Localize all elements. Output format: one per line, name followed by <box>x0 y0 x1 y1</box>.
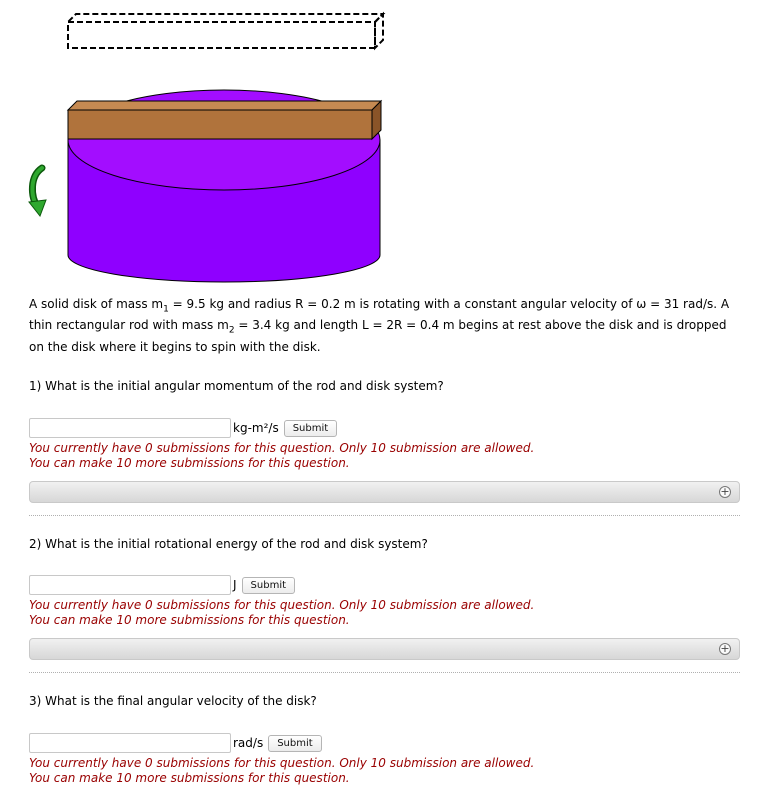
problem-statement <box>29 296 741 355</box>
physics-figure <box>0 0 761 290</box>
question-1-notice-line2: You can make 10 more submissions for this question. <box>29 456 350 470</box>
question-1-answer-input[interactable] <box>29 418 231 438</box>
dashed-rod-outline <box>68 14 383 48</box>
question-3-notice-line1: You currently have 0 submissions for this question. Only 10 submission are allowed. <box>29 756 535 770</box>
question-3-notice <box>29 756 534 786</box>
subscript-2: 2 <box>228 325 235 336</box>
plus-circle-icon[interactable]: + <box>720 642 730 655</box>
question-2-answer-row <box>29 574 295 596</box>
question-2-submit-button[interactable]: Submit <box>242 577 295 594</box>
question-2-notice-line2: You can make 10 more submissions for this question. <box>29 613 350 627</box>
question-1-prompt: 1) What is the initial angular momentum of the rod and disk system? <box>29 379 444 393</box>
question-3-answer-input[interactable] <box>29 733 231 753</box>
wooden-rod <box>68 101 381 139</box>
question-2-unit: J <box>233 578 237 592</box>
question-3-unit: rad/s <box>233 736 264 750</box>
question-2-prompt: 2) What is the initial rotational energy of the rod and disk system? <box>29 537 428 551</box>
rotation-arrow-icon <box>29 168 46 216</box>
question-2-notice <box>29 598 534 628</box>
problem-text-b: = 9.5 kg and radius R = 0.2 m is rotating with a constant angular velocity of ω = 31 rad/s. A thin rectangular rod with mass m <box>29 297 730 333</box>
problem-text-c: = 3.4 kg and length L = 2R = 0.4 m begins at rest above the disk and is dropped on the disk where it begins to spin with the disk. <box>29 318 727 354</box>
question-2-notice-line1: You currently have 0 submissions for this question. Only 10 submission are allowed. <box>29 598 535 612</box>
question-3-prompt: 3) What is the final angular velocity of the disk? <box>29 694 317 708</box>
question-1-notice-line1: You currently have 0 submissions for this question. Only 10 submission are allowed. <box>29 441 535 455</box>
divider <box>29 515 740 516</box>
question-1-answer-row <box>29 417 337 439</box>
question-1-notice <box>29 441 534 471</box>
question-3-answer-row <box>29 732 322 754</box>
question-1-hint-bar[interactable] <box>29 481 740 503</box>
question-3-notice-line2: You can make 10 more submissions for this question. <box>29 771 350 785</box>
question-3-submit-button[interactable]: Submit <box>268 735 321 752</box>
divider <box>29 672 740 673</box>
question-1-unit: kg-m²/s <box>233 421 279 435</box>
plus-circle-icon[interactable]: + <box>720 485 730 498</box>
question-2-hint-bar[interactable] <box>29 638 740 660</box>
subscript-1: 1 <box>163 304 169 315</box>
problem-text-a: A solid disk of mass m <box>29 297 164 311</box>
question-1-submit-button[interactable]: Submit <box>284 420 337 437</box>
question-2-answer-input[interactable] <box>29 575 231 595</box>
